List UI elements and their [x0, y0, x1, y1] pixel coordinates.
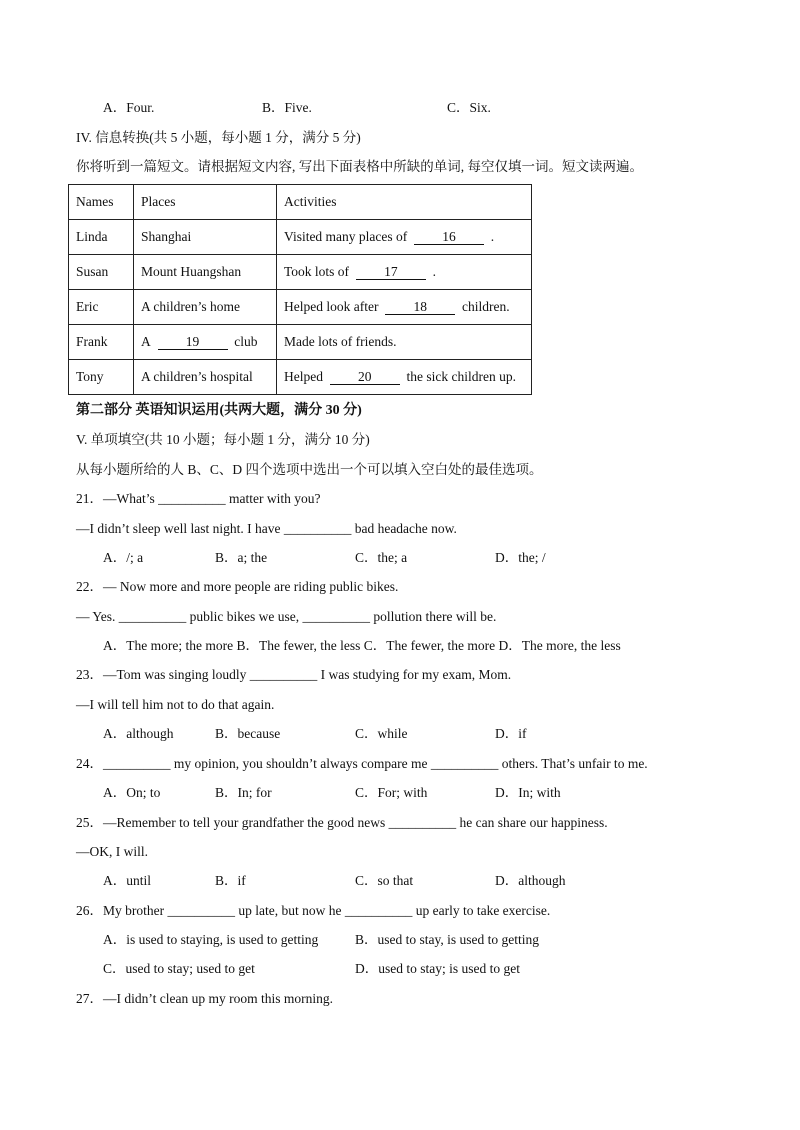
q21-line1: 21．—What’s __________ matter with you?: [76, 491, 321, 506]
row-activity: Helped look after 18 children.: [277, 290, 532, 325]
q25-option-b[interactable]: B．if: [215, 873, 246, 888]
row-activity: Helped 20 the sick children up.: [277, 360, 532, 395]
q23-option-d[interactable]: D．if: [495, 726, 527, 741]
part2-title: 第二部分 英语知识运用(共两大题，满分 30 分): [76, 403, 362, 418]
info-table: [68, 184, 532, 395]
q20-option-a[interactable]: A．Four.: [103, 100, 155, 115]
table-row: [69, 360, 532, 395]
q21-option-b[interactable]: B．a; the: [215, 550, 268, 565]
q21-option-d[interactable]: D．the; /: [495, 550, 546, 565]
q26-option-a[interactable]: A．is used to staying, is used to getting: [103, 932, 319, 947]
row-name: Eric: [69, 290, 134, 325]
q20-option-b[interactable]: B．Five.: [262, 100, 312, 115]
q25-line2: —OK, I will.: [76, 844, 148, 859]
q24-option-c[interactable]: C．For; with: [355, 785, 428, 800]
row-place: Mount Huangshan: [134, 255, 277, 290]
section4-heading: IV. 信息转换(共 5 小题，每小题 1 分，满分 5 分): [76, 130, 361, 145]
q21-option-c[interactable]: C．the; a: [355, 550, 408, 565]
answer-blank-20[interactable]: 20: [330, 370, 400, 385]
q23-line2: —I will tell him not to do that again.: [76, 697, 275, 712]
answer-blank-16[interactable]: 16: [414, 230, 484, 245]
table-row: [69, 325, 532, 360]
row-name: Tony: [69, 360, 134, 395]
q24-line1: 24．__________ my opinion, you shouldn’t always compare me __________ others. That’s unfair to me.: [76, 756, 648, 771]
q25-line1: 25．—Remember to tell your grandfather the good news __________ he can share our happiness.: [76, 815, 608, 830]
table-row: [69, 255, 532, 290]
q26-option-d[interactable]: D．used to stay; is used to get: [355, 961, 520, 976]
header-activities: Activities: [277, 185, 532, 220]
section4-instruction: 你将听到一篇短文。请根据短文内容, 写出下面表格中所缺的单词, 每空仅填一词。短文读两遍。: [76, 159, 643, 174]
header-names: Names: [69, 185, 134, 220]
q23-option-b[interactable]: B．because: [215, 726, 281, 741]
header-places: Places: [134, 185, 277, 220]
row-name: Linda: [69, 220, 134, 255]
row-name: Susan: [69, 255, 134, 290]
q23-option-a[interactable]: A．although: [103, 726, 174, 741]
q26-option-c[interactable]: C．used to stay; used to get: [103, 961, 255, 976]
row-place: Shanghai: [134, 220, 277, 255]
row-place: A children’s home: [134, 290, 277, 325]
row-place: A 19 club: [134, 325, 277, 360]
q21-option-a[interactable]: A．/; a: [103, 550, 144, 565]
q24-option-a[interactable]: A．On; to: [103, 785, 161, 800]
q24-option-d[interactable]: D．In; with: [495, 785, 561, 800]
q22-options[interactable]: A．The more; the more B．The fewer, the less C．The fewer, the more D．The more, the less: [103, 638, 621, 653]
q25-option-c[interactable]: C．so that: [355, 873, 414, 888]
q25-option-d[interactable]: D．although: [495, 873, 566, 888]
q26-option-b[interactable]: B．used to stay, is used to getting: [355, 932, 539, 947]
table-header-row: [69, 185, 532, 220]
row-activity: Visited many places of 16 .: [277, 220, 532, 255]
q21-line2: —I didn’t sleep well last night. I have __________ bad headache now.: [76, 521, 457, 536]
answer-blank-19[interactable]: 19: [158, 335, 228, 350]
section5-heading: V. 单项填空(共 10 小题；每小题 1 分，满分 10 分): [76, 432, 370, 447]
table-row: [69, 290, 532, 325]
q22-line1: 22．— Now more and more people are riding public bikes.: [76, 579, 399, 594]
answer-blank-18[interactable]: 18: [385, 300, 455, 315]
q22-line2: — Yes. __________ public bikes we use, __________ pollution there will be.: [76, 609, 497, 624]
row-name: Frank: [69, 325, 134, 360]
q20-option-c[interactable]: C．Six.: [447, 100, 491, 115]
answer-blank-17[interactable]: 17: [356, 265, 426, 280]
table-row: [69, 220, 532, 255]
q26-line1: 26．My brother __________ up late, but now he __________ up early to take exercise.: [76, 903, 551, 918]
row-activity: Made lots of friends.: [277, 325, 532, 360]
q24-option-b[interactable]: B．In; for: [215, 785, 272, 800]
section5-instruction: 从每小题所给的人 B、C、D 四个选项中选出一个可以填入空白处的最佳选项。: [76, 462, 543, 477]
q27-line1: 27．—I didn’t clean up my room this morning.: [76, 991, 333, 1006]
q23-option-c[interactable]: C．while: [355, 726, 408, 741]
q23-line1: 23．—Tom was singing loudly __________ I was studying for my exam, Mom.: [76, 667, 512, 682]
q25-option-a[interactable]: A．until: [103, 873, 152, 888]
row-place: A children’s hospital: [134, 360, 277, 395]
row-activity: Took lots of 17 .: [277, 255, 532, 290]
